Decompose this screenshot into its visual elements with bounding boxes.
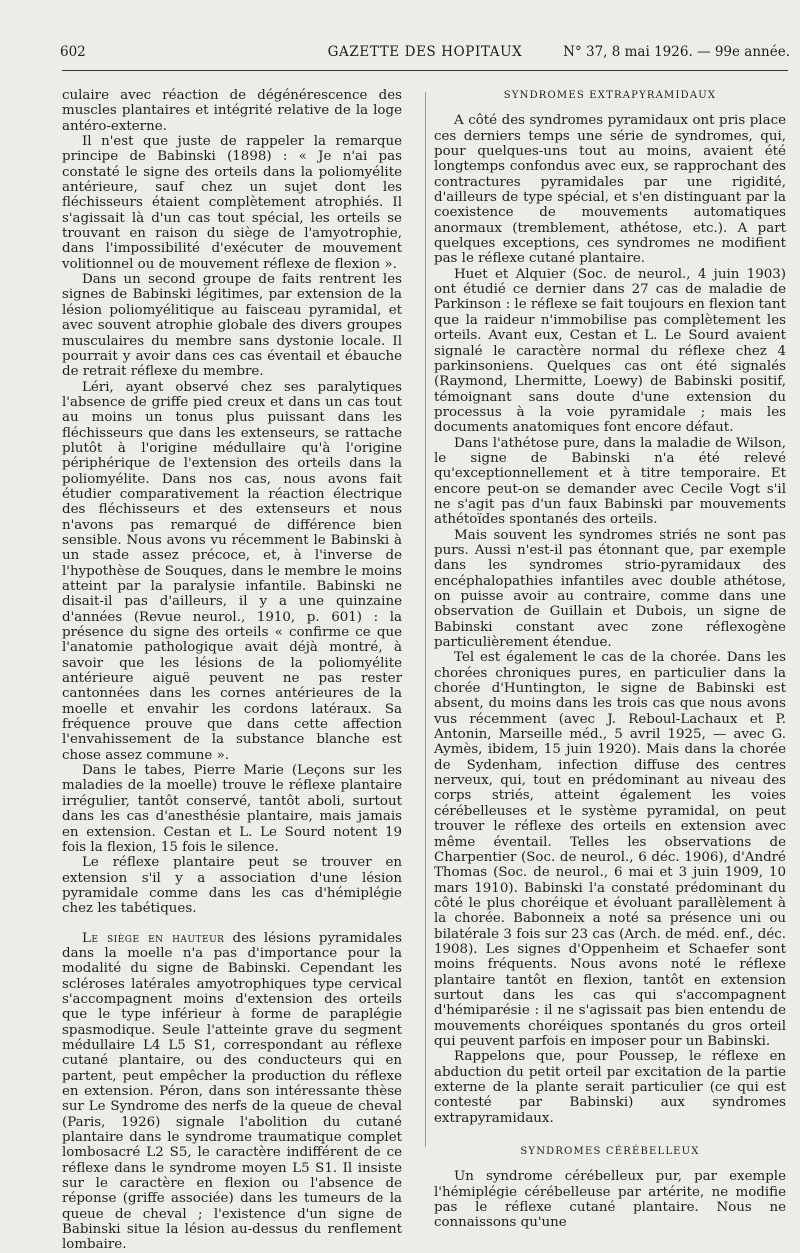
- paragraph: Huet et Alquier (Soc. de neurol., 4 juin 1903) ont étudié ce dernier dans 27 cas de maladie de Parkinson : le réflexe se fait toujours en flexion tant que la raideur n'immobilise pas complètement les orteils. Avant eux, Cestan et L. Le Sourd avaient signalé le caractère normal du réflexe chez 4 parkinsoniens. Quelques cas ont été signalés (Raymond, Lhermitte, Loewy) de Babinski positif, témoignant sans doute d'une extension du processus à la voie pyramidale ; mais les documents anatomiques font encore défaut.: [434, 266, 786, 436]
- page-header: [60, 44, 790, 64]
- paragraph: Dans un second groupe de faits rentrent les signes de Babinski légitimes, par extension de la lésion poliomyélitique au faisceau pyramidal, et avec souvent atrophie globale des divers groupes musculaires du membre sans dystonie locale. Il pourrait y avoir dans ces cas éventail et ébauche de retrait réflexe du membre.: [62, 272, 402, 380]
- paragraph-body: des lésions pyramidales dans la moelle n'a pas d'importance pour la modalité du signe de Babinski. Cependant les scléroses latérales amyotrophiques type cervical s'accompagnent moins d'extension des orteils que le type inférieur à forme de paraplégie spasmodique. Seule l'atteinte grave du segment médullaire L4 L5 S1, correspondant au réflexe cutané plantaire, ou des conducteurs qui en partent, peut empêcher la production du réflexe en extension. Péron, dans son intéressante thèse sur Le Syndrome des nerfs de la queue de cheval (Paris, 1926) signale l'abolition du cutané plantaire dans le syndrome traumatique complet lombosacré L2 S5, le caractère indifférent de ce réflexe dans le syndrome moyen L5 S1. Il insiste sur le caractère en flexion ou l'absence de réponse (griffe associée) dans les tumeurs de la queue de cheval ; l'existence d'un signe de Babinski situe la lésion au-dessus du renflement lombaire.: [62, 930, 402, 1253]
- paragraph: Rappelons que, pour Poussep, le réflexe en abduction du petit orteil par excitation de la partie externe de la plante serait particulier (ce qui est contesté par Babinski) aux syndromes extrapyramidaux.: [434, 1049, 786, 1126]
- paragraph: Il n'est que juste de rappeler la remarque principe de Babinski (1898) : « Je n'ai pas constaté le signe des orteils dans la poliomyélite antérieure, sauf chez un sujet dont les fléchisseurs étaient complètement atrophiés. Il s'agissait là d'un cas tout spécial, les orteils se trouvant en raison du siège de l'amyotrophie, dans l'impossibilité d'exécuter de mouvement volitionnel ou de mouvement réflexe de flexion ».: [62, 134, 402, 272]
- paragraph: A côté des syndromes pyramidaux ont pris place ces derniers temps une série de syndromes, qui, pour quelques-uns tout au moins, avaient été longtemps confondus avec eux, se rapprochant des contractures pyramidales par une rigidité, d'ailleurs de type spécial, et s'en distinguant par la coexistence de mouvements automatiques anormaux (tremblement, athétose, etc.). A part quelques exceptions, ces syndromes ne modifient pas le réflexe cutané plantaire.: [434, 113, 786, 267]
- section-heading: SYNDROMES CÉRÉBELLEUX: [520, 1146, 700, 1158]
- left-column: [62, 88, 402, 1253]
- page-number: 602: [60, 44, 86, 60]
- paragraph: [62, 931, 402, 1253]
- paragraph: Dans le tabes, Pierre Marie (Leçons sur les maladies de la moelle) trouve le réflexe plantaire irrégulier, tantôt conservé, tantôt aboli, surtout dans les cas d'anesthésie plantaire, mais jamais en extension. Cestan et L. Le Sourd notent 19 fois la flexion, 15 fois le silence.: [62, 763, 402, 855]
- paragraph: Un syndrome cérébelleux pur, par exemple l'hémiplégie cérébelleuse par artérite, ne modifie pas le réflexe cutané plantaire. Nous ne connaissons qu'une: [434, 1169, 786, 1231]
- lead-in: Le siège en hauteur: [82, 930, 225, 946]
- column-divider: [425, 92, 426, 1147]
- running-title: GAZETTE DES HOPITAUX: [327, 44, 523, 60]
- section-heading: SYNDROMES EXTRAPYRAMIDAUX: [503, 90, 717, 101]
- paragraph: Dans l'athétose pure, dans la maladie de Wilson, le signe de Babinski n'a été relevé qu'exceptionnellement et à titre temporaire. Et encore peut-on se demander avec Cecile Vogt s'il ne s'agit pas d'un faux Babinski par mouvements athétoïdes spontanés des orteils.: [434, 435, 786, 528]
- issue-line: N° 37, 8 mai 1926. — 99e année.: [563, 44, 790, 60]
- paragraph: Léri, ayant observé chez ses paralytiques l'absence de griffe pied creux et dans un cas tout au moins un tonus plus puissant dans les fléchisseurs que dans les extenseurs, se rattache plutôt à l'origine médullaire qu'à l'origine périphérique de l'extension des orteils dans la poliomyélite. Dans nos cas, nous avons fait étudier comparativement la réaction électrique des fléchisseurs et des extenseurs et nous n'avons pas remarqué de différence bien sensible. Nous avons vu récemment le Babinski à un stade assez précoce, et, à l'inverse de l'hypothèse de Souques, dans le membre le moins atteint par la paralysie infantile. Babinski ne disait-il pas d'ailleurs, il y a une quinzaine d'années (Revue neurol., 1910, p. 601) : la présence du signe des orteils « confirme ce que l'anatomie pathologique avait déjà montré, à savoir que les lésions de la poliomyélite antérieure aiguë peuvent ne pas rester cantonnées dans les cornes antérieures de la moelle et envahir les cordons latéraux. Sa fréquence prouve que dans cette affection l'envahissement de la substance blanche est chose assez commune ».: [62, 379, 402, 763]
- right-column: [434, 88, 786, 1231]
- paragraph: Le réflexe plantaire peut se trouver en extension s'il y a association d'une lésion pyramidale comme dans les cas d'hémiplégie chez les tabétiques.: [62, 855, 402, 917]
- header-rule: [62, 70, 788, 71]
- paragraph: Tel est également le cas de la chorée. Dans les chorées chroniques pures, en particulier dans la chorée d'Huntington, le signe de Babinski est absent, du moins dans les trois cas que nous avons vus récemment (avec J. Reboul-Lachaux et P. Antonin, Marseille méd., 5 avril 1925, — avec G. Aymès, ibidem, 15 juin 1920). Mais dans la chorée de Sydenham, infection diffuse des centres nerveux, qui, tout en prédominant au niveau des corps striés, atteint également les voies cérébelleuses et le système pyramidal, on peut trouver le réflexe des orteils en extension avec même éventail. Telles les observations de Charpentier (Soc. de neurol., 6 déc. 1906), d'André Thomas (Soc. de neurol., 6 mai et 3 juin 1909, 10 mars 1910). Babinski l'a constaté prédominant du côté le plus choréique et évoluant parallèlement à la chorée. Babonneix a noté sa présence uni ou bilatérale 3 fois sur 23 cas (Arch. de méd. enf., déc. 1908). Les signes d'Oppenheim et Schaefer sont moins fréquents. Nous avons noté le réflexe plantaire tantôt en flexion, tantôt en extension surtout dans les cas qui s'accompagnent d'hémiparésie : il ne s'agissait pas bien entendu de mouvements choréiques spontanés du gros orteil qui peuvent parfois en imposer pour un Babinski.: [434, 650, 786, 1049]
- paragraph: Mais souvent les syndromes striés ne sont pas purs. Aussi n'est-il pas étonnant que, par exemple dans les syndromes strio-pyramidaux des encéphalopathies infantiles avec double athétose, on puisse avoir au contraire, comme dans une observation de Guillain et Dubois, un signe de Babinski constant avec zone réflexogène particulièrement étendue.: [434, 527, 786, 651]
- paragraph: culaire avec réaction de dégénérescence des muscles plantaires et intégrité relative de la loge antéro-externe.: [62, 88, 402, 134]
